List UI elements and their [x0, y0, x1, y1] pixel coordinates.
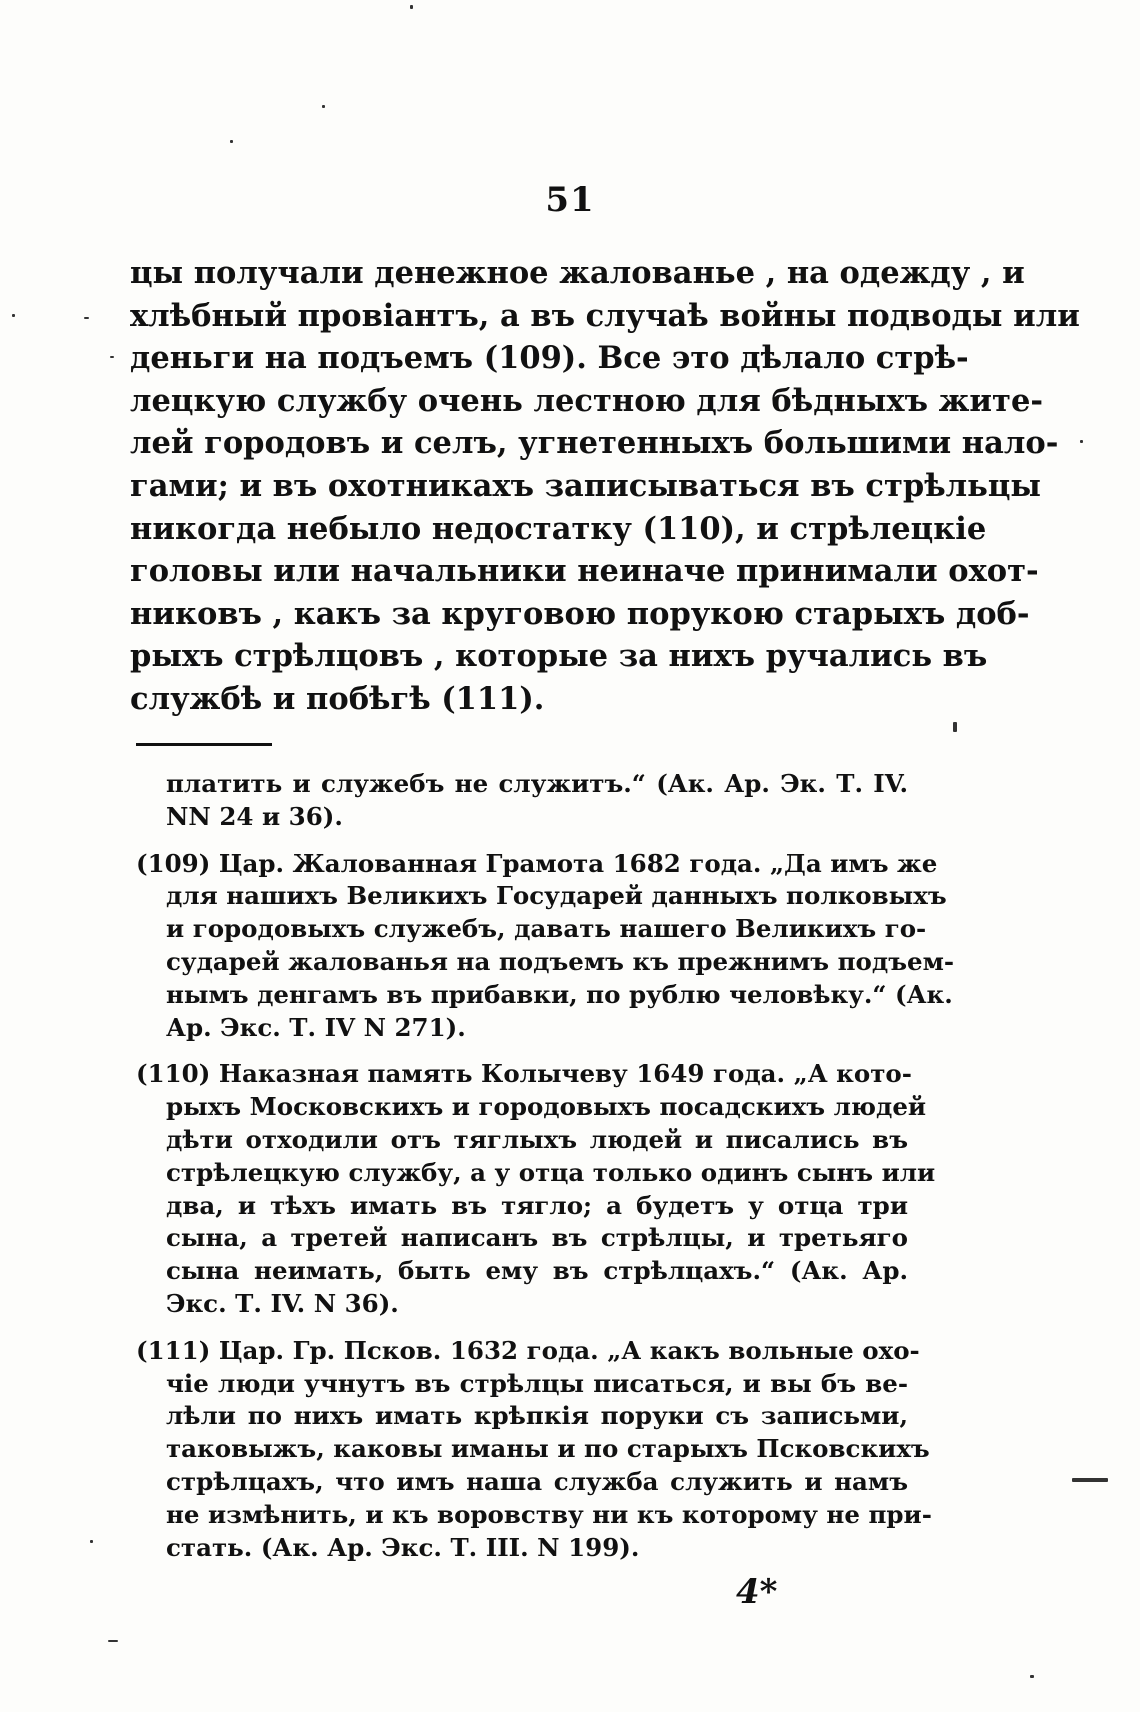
footnote-continuation: [136, 768, 908, 834]
scan-speck: [1080, 440, 1083, 443]
main-text-line: никогда небыло недостатку (110), и стрѣлецкіе: [130, 510, 987, 547]
footnote-line: платить и служебъ не служитъ.“ (Ак. Ар. Эк. Т. IV.: [166, 769, 908, 798]
main-text-line: цы получали денежное жалованье , на одежду , и: [130, 255, 1025, 291]
main-text-block: [130, 252, 1080, 721]
main-text-line: рыхъ стрѣлцовъ , которые за нихъ ручались въ: [130, 638, 988, 675]
main-text-line: деньги на подъемъ (109). Все это дѣлало стрѣ-: [130, 340, 969, 377]
footnote-111: [136, 1335, 932, 1565]
footnote-line: не измѣнить, и къ воровству ни къ которому не при-: [166, 1499, 932, 1529]
footnote-line: (111) Цар. Гр. Псков. 1632 года. „А какъ вольные охо-: [136, 1335, 920, 1365]
main-text-line: лецкую службу очень лестною для бѣдныхъ жите-: [130, 382, 1044, 419]
footnote-separator: [136, 743, 272, 746]
footnote-line: сударей жалованья на подъемъ къ прежнимъ подъем-: [166, 946, 955, 976]
footnote-line: (110) Наказная память Колычеву 1649 года. „А кото-: [136, 1059, 912, 1089]
footnote-line: рыхъ Московскихъ и городовыхъ посадскихъ людей: [166, 1092, 927, 1122]
footnotes-block: [136, 768, 955, 1578]
footnote-line: и городовыхъ служебъ, давать нашего Великихъ го-: [166, 914, 927, 944]
scan-speck: [84, 317, 89, 319]
footnote-line: Экс. Т. IV. N 36).: [166, 1288, 399, 1318]
footnote-line: лѣли по нихъ имать крѣпкія поруки съ записьми,: [166, 1401, 908, 1431]
scan-speck: [12, 314, 15, 317]
main-text-line: гами; и въ охотникахъ записываться въ стрѣльцы: [130, 467, 1041, 504]
scan-speck: [953, 722, 957, 732]
footnote-line: стрѣлцахъ, что имъ наша служба служить и намъ: [166, 1466, 908, 1496]
footnote-line: стрѣлецкую службу, а у отца только одинъ сынъ или: [166, 1157, 936, 1187]
footnote-line: чіе люди учнутъ въ стрѣлцы писаться, и вы бъ ве-: [166, 1368, 908, 1398]
footnote-110: [136, 1058, 936, 1320]
scan-speck: [90, 1540, 93, 1543]
signature-mark: 4*: [736, 1572, 778, 1612]
main-text-line: головы или начальники неиначе принимали охот-: [130, 553, 1039, 590]
footnote-line: нымъ денгамъ въ прибавки, по рублю человѣку.“ (Ак.: [166, 979, 953, 1009]
footnote-line: Ар. Экс. Т. IV N 271).: [166, 1012, 466, 1042]
footnote-line: дѣти отходили отъ тяглыхъ людей и писались въ: [166, 1124, 908, 1154]
main-text-line: лей городовъ и селъ, угнетенныхъ большими нало-: [130, 425, 1059, 462]
footnote-line: NN 24 и 36).: [166, 801, 343, 831]
footnote-line: стать. (Ак. Ар. Экс. Т. III. N 199).: [166, 1532, 640, 1562]
scan-speck: [108, 1640, 118, 1642]
footnote-line: сына неимать, быть ему въ стрѣлцахъ.“ (Ак. Ар.: [166, 1256, 908, 1286]
scan-speck: [322, 105, 325, 108]
footnote-line: для нашихъ Великихъ Государей данныхъ полковыхъ: [166, 881, 947, 911]
scan-speck: [230, 140, 233, 143]
footnote-line: два, и тѣхъ имать въ тягло; а будетъ у отца три: [166, 1190, 908, 1220]
main-text-line: службѣ и побѣгѣ (111).: [130, 680, 545, 717]
footnote-line: сына, а третей написанъ въ стрѣлцы, и третьяго: [166, 1223, 908, 1253]
scan-speck: [110, 356, 114, 358]
scan-speck: [410, 5, 413, 9]
main-text-line: хлѣбный провіантъ, а въ случаѣ войны подводы или: [130, 297, 1080, 334]
scan-speck: [1030, 1675, 1034, 1678]
main-text-line: никовъ , какъ за круговою порукою старыхъ доб-: [130, 595, 1030, 632]
footnote-line: (109) Цар. Жалованная Грамота 1682 года. „Да имъ же: [136, 848, 938, 878]
scan-speck: [1072, 1478, 1108, 1482]
footnote-109: [136, 848, 955, 1045]
page-number: 51: [545, 180, 595, 220]
footnote-line: таковыжъ, каковы иманы и по старыхъ Псковскихъ: [166, 1434, 930, 1464]
